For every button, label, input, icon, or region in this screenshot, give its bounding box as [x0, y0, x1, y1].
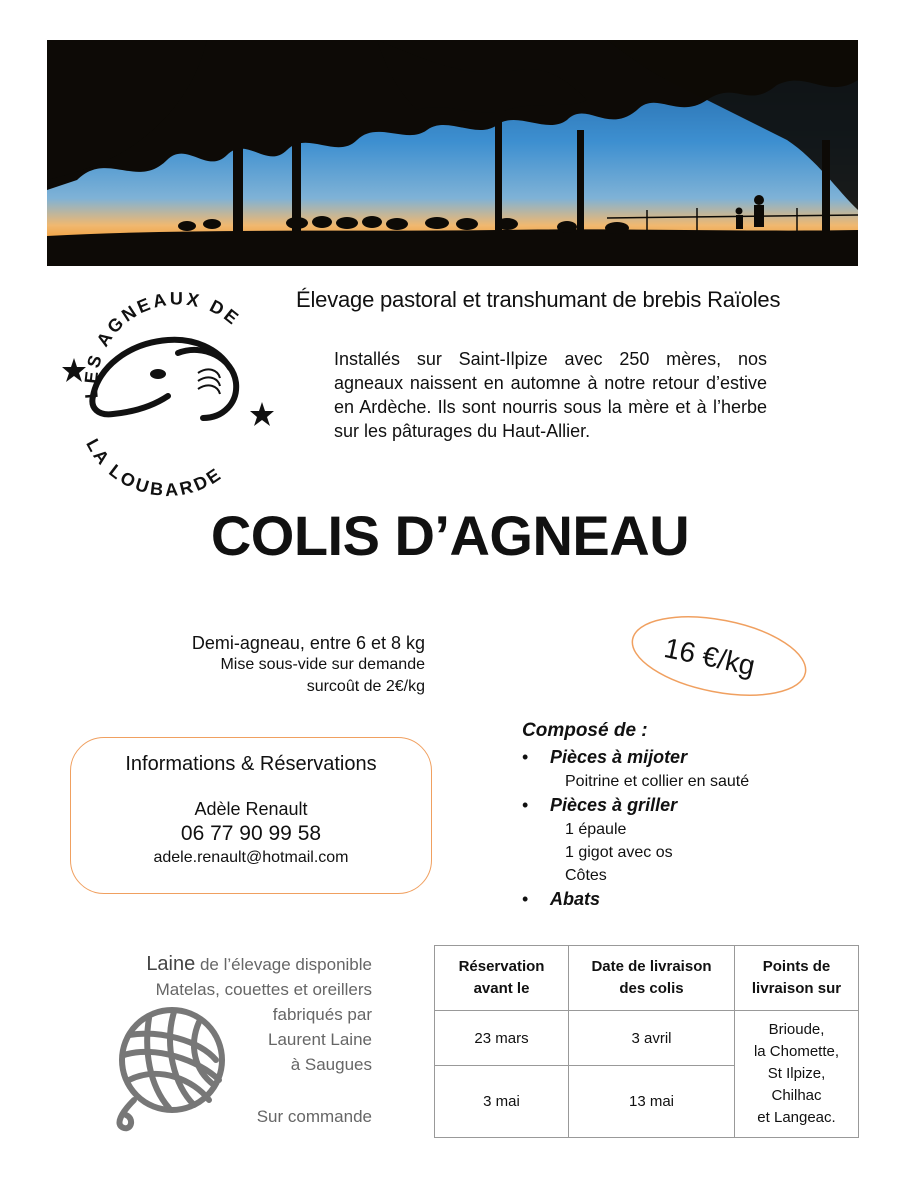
contact-email[interactable]: adele.renault@hotmail.com: [153, 849, 349, 866]
offer-line-1: Demi-agneau, entre 6 et 8 kg: [191, 633, 425, 653]
list-item-detail: Poitrine et collier en sauté: [565, 773, 750, 790]
list-item: • Pièces à griller: [522, 795, 678, 815]
list-item-detail: 1 gigot avec os: [565, 844, 673, 861]
delivery-date: 3 avril: [569, 1011, 735, 1066]
logo-bottom-text: LA LOUBARDE: [82, 435, 227, 501]
list-item-detail: Côtes: [565, 867, 607, 884]
wool-word: Laine: [146, 953, 196, 975]
wool-info: Laine de l’élevage disponible Matelas, couettes et oreillers fabriqués par Laurent Laine à Saugues: [146, 953, 372, 1074]
hero-banner-photo: [47, 40, 858, 266]
contact-phone[interactable]: 06 77 90 99 58: [180, 822, 322, 845]
table-row: [435, 1011, 859, 1066]
column-header: Points de livraison sur: [735, 946, 859, 1011]
offer-description: [192, 632, 425, 698]
list-item: • Abats: [522, 889, 601, 909]
list-item-detail: 1 épaule: [565, 821, 627, 838]
wool-order-note: Sur commande: [256, 1107, 372, 1126]
contact-title: Informations & Réservations: [125, 753, 377, 775]
offer-line-3: surcoût de 2€/kg: [306, 678, 425, 695]
sheep-head-logo: [58, 278, 288, 508]
reservation-date: 3 mai: [435, 1066, 569, 1138]
delivery-table: [434, 945, 859, 1138]
tagline: Élevage pastoral et transhumant de brebis Raïoles: [296, 287, 781, 312]
reservation-date: 23 mars: [435, 1011, 569, 1066]
table-header-row: [435, 946, 859, 1011]
list-item: • Pièces à mijoter: [522, 747, 688, 767]
page-title: COLIS D’AGNEAU: [210, 504, 690, 567]
price-label: 16 €/kg: [661, 632, 758, 682]
offer-line-2: Mise sous-vide sur demande: [220, 656, 425, 673]
delivery-points: Brioude, la Chomette, St Ilpize, Chilhac et Langeac.: [735, 1011, 859, 1138]
composition-heading: Composé de :: [522, 720, 648, 741]
logo-top-text: LES AGNEAUX DE: [80, 288, 245, 400]
contact-box: [70, 737, 432, 894]
column-header: Réservation avant le: [435, 946, 569, 1011]
star-icon: [250, 402, 274, 426]
composition-list: [522, 720, 749, 912]
contact-name: Adèle Renault: [194, 799, 308, 819]
yarn-ball-icon: [104, 1000, 234, 1135]
intro-paragraph: Installés sur Saint-Ilpize avec 250 mères, nos agneaux naissent en automne à notre retour d’estive en Ardèche. Ils sont nourris sous la mère et à l’herbe sur les pâturages du Haut-Allier.: [334, 349, 767, 441]
delivery-date: 13 mai: [569, 1066, 735, 1138]
column-header: Date de livraison des colis: [569, 946, 735, 1011]
